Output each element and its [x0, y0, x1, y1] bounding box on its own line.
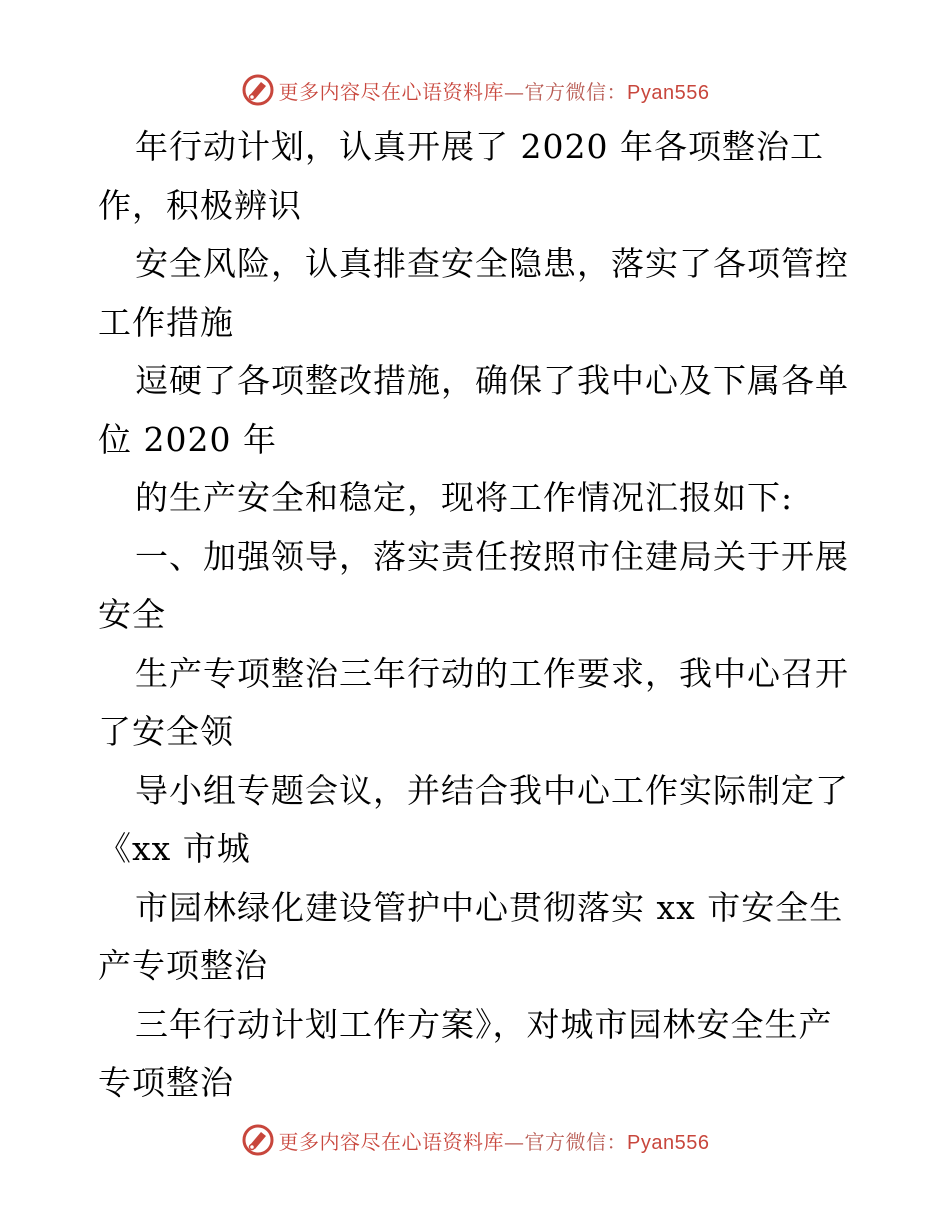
banner-official-label: 官方微信： [524, 79, 628, 104]
banner-title: 更多内容尽在心语资料库 [278, 79, 505, 104]
body-line: 安全 [98, 595, 166, 634]
body-line: 三年行动计划工作方案》，对城市园林安全生产 [135, 1005, 833, 1044]
body-line: 生产专项整治三年行动的工作要求，我中心召开 [135, 654, 849, 693]
body-line: 《xx 市城 [98, 829, 251, 868]
body-line: 市园林绿化建设管护中心贯彻落实 xx 市安全生 [135, 888, 844, 927]
banner-text [279, 1126, 710, 1155]
banner-separator: — [504, 1129, 525, 1154]
brand-logo-icon [241, 1123, 275, 1157]
body-line: 作，积极辨识 [98, 186, 302, 225]
body-line: 产专项整治 [98, 946, 268, 985]
body-line: 位 2020 年 [98, 420, 277, 459]
body-line: 一、加强领导，落实责任按照市住建局关于开展 [135, 537, 849, 576]
banner-official-label: 官方微信： [524, 1129, 628, 1154]
body-line: 年行动计划，认真开展了 2020 年各项整治工 [135, 127, 824, 166]
banner-title: 更多内容尽在心语资料库 [278, 1129, 505, 1154]
body-line: 了安全领 [98, 712, 234, 751]
body-line: 安全风险，认真排查安全隐患，落实了各项管控 [135, 244, 849, 283]
body-line: 工作措施 [98, 303, 234, 342]
banner-separator: — [504, 79, 525, 104]
banner-wechat-id: Pyan556 [627, 81, 710, 104]
body-line: 导小组专题会议，并结合我中心工作实际制定了 [135, 771, 849, 810]
body-line: 专项整治 [98, 1063, 234, 1102]
banner-wechat-id: Pyan556 [627, 1131, 710, 1154]
body-line: 逗硬了各项整改措施，确保了我中心及下属各单 [135, 361, 849, 400]
footer-banner [0, 1120, 950, 1160]
body-line: 的生产安全和稳定，现将工作情况汇报如下: [135, 478, 794, 517]
